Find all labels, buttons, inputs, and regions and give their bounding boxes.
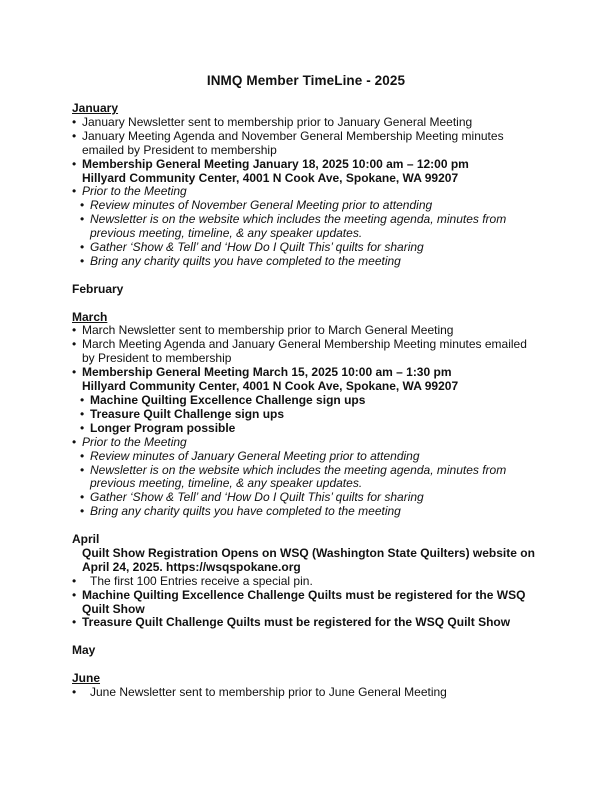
list-item: • June Newsletter sent to membership prior to June General Meeting [72, 686, 552, 700]
list-item: • March Meeting Agenda and January General Membership Meeting minutes emailed by President to membership [72, 338, 552, 366]
page-title: INMQ Member TimeLine - 2025 [206, 73, 406, 88]
sub-list-item: • Gather ‘Show & Tell’ and ‘How Do I Quilt This’ quilts for sharing [80, 241, 552, 255]
meeting-item: • Membership General Meeting January 18, 2025 10:00 am – 12:00 pm Hillyard Community Center, 4001 N Cook Ave, Spokane, WA 99207 [72, 158, 552, 186]
month-heading-april: April [72, 532, 100, 547]
month-heading-january: January [72, 101, 119, 115]
list-item: • Treasure Quilt Challenge Quilts must be registered for the WSQ Quilt Show [72, 616, 552, 630]
registration-note: Quilt Show Registration Opens on WSQ (Washington State Quilters) website on April 24, 2025. https://wsqspokane.org [82, 545, 535, 574]
list-item: • The first 100 Entries receive a special pin. [72, 575, 552, 589]
sub-list-item: • Review minutes of January General Meeting prior to attending [80, 450, 552, 464]
month-heading-february: February [72, 281, 124, 296]
section-april [72, 533, 552, 630]
sub-list-item: • Machine Quilting Excellence Challenge sign ups [80, 394, 552, 408]
sub-list-item: • Newsletter is on the website which includes the meeting agenda, minutes from previous meeting, timeline, & any speaker updates. [80, 213, 552, 241]
sub-list-item: • Bring any charity quilts you have completed to the meeting [80, 255, 552, 269]
list-item: • Prior to the Meeting [72, 185, 552, 199]
section-february [72, 283, 552, 297]
sub-list-item: • Newsletter is on the website which includes the meeting agenda, minutes from previous meeting, timeline, & any speaker updates. [80, 464, 552, 492]
list-item: • March Newsletter sent to membership prior to March General Meeting [72, 324, 552, 338]
sub-list-item: • Bring any charity quilts you have completed to the meeting [80, 505, 552, 519]
timeline-content [72, 102, 552, 700]
sub-list-item: • Review minutes of November General Meeting prior to attending [80, 199, 552, 213]
month-heading-march: March [72, 309, 108, 324]
list-item: • January Newsletter sent to membership prior to January General Meeting [72, 116, 552, 130]
section-june [72, 672, 552, 700]
list-item: • Machine Quilting Excellence Challenge Quilts must be registered for the WSQ Quilt Show [72, 589, 552, 617]
sub-list-item: • Longer Program possible [80, 422, 552, 436]
month-heading-june: June [72, 671, 101, 686]
meeting-item: • Membership General Meeting March 15, 2025 10:00 am – 1:30 pm Hillyard Community Center, 4001 N Cook Ave, Spokane, WA 99207 [72, 366, 552, 394]
list-item: • January Meeting Agenda and November General Membership Meeting minutes emailed by President to membership [72, 130, 552, 158]
month-heading-may: May [72, 643, 96, 658]
list-item: • Prior to the Meeting [72, 436, 552, 450]
section-may [72, 644, 552, 658]
sub-list-item: • Gather ‘Show & Tell’ and ‘How Do I Quilt This’ quilts for sharing [80, 491, 552, 505]
section-march [72, 311, 552, 520]
section-january [72, 102, 552, 269]
sub-list-item: • Treasure Quilt Challenge sign ups [80, 408, 552, 422]
